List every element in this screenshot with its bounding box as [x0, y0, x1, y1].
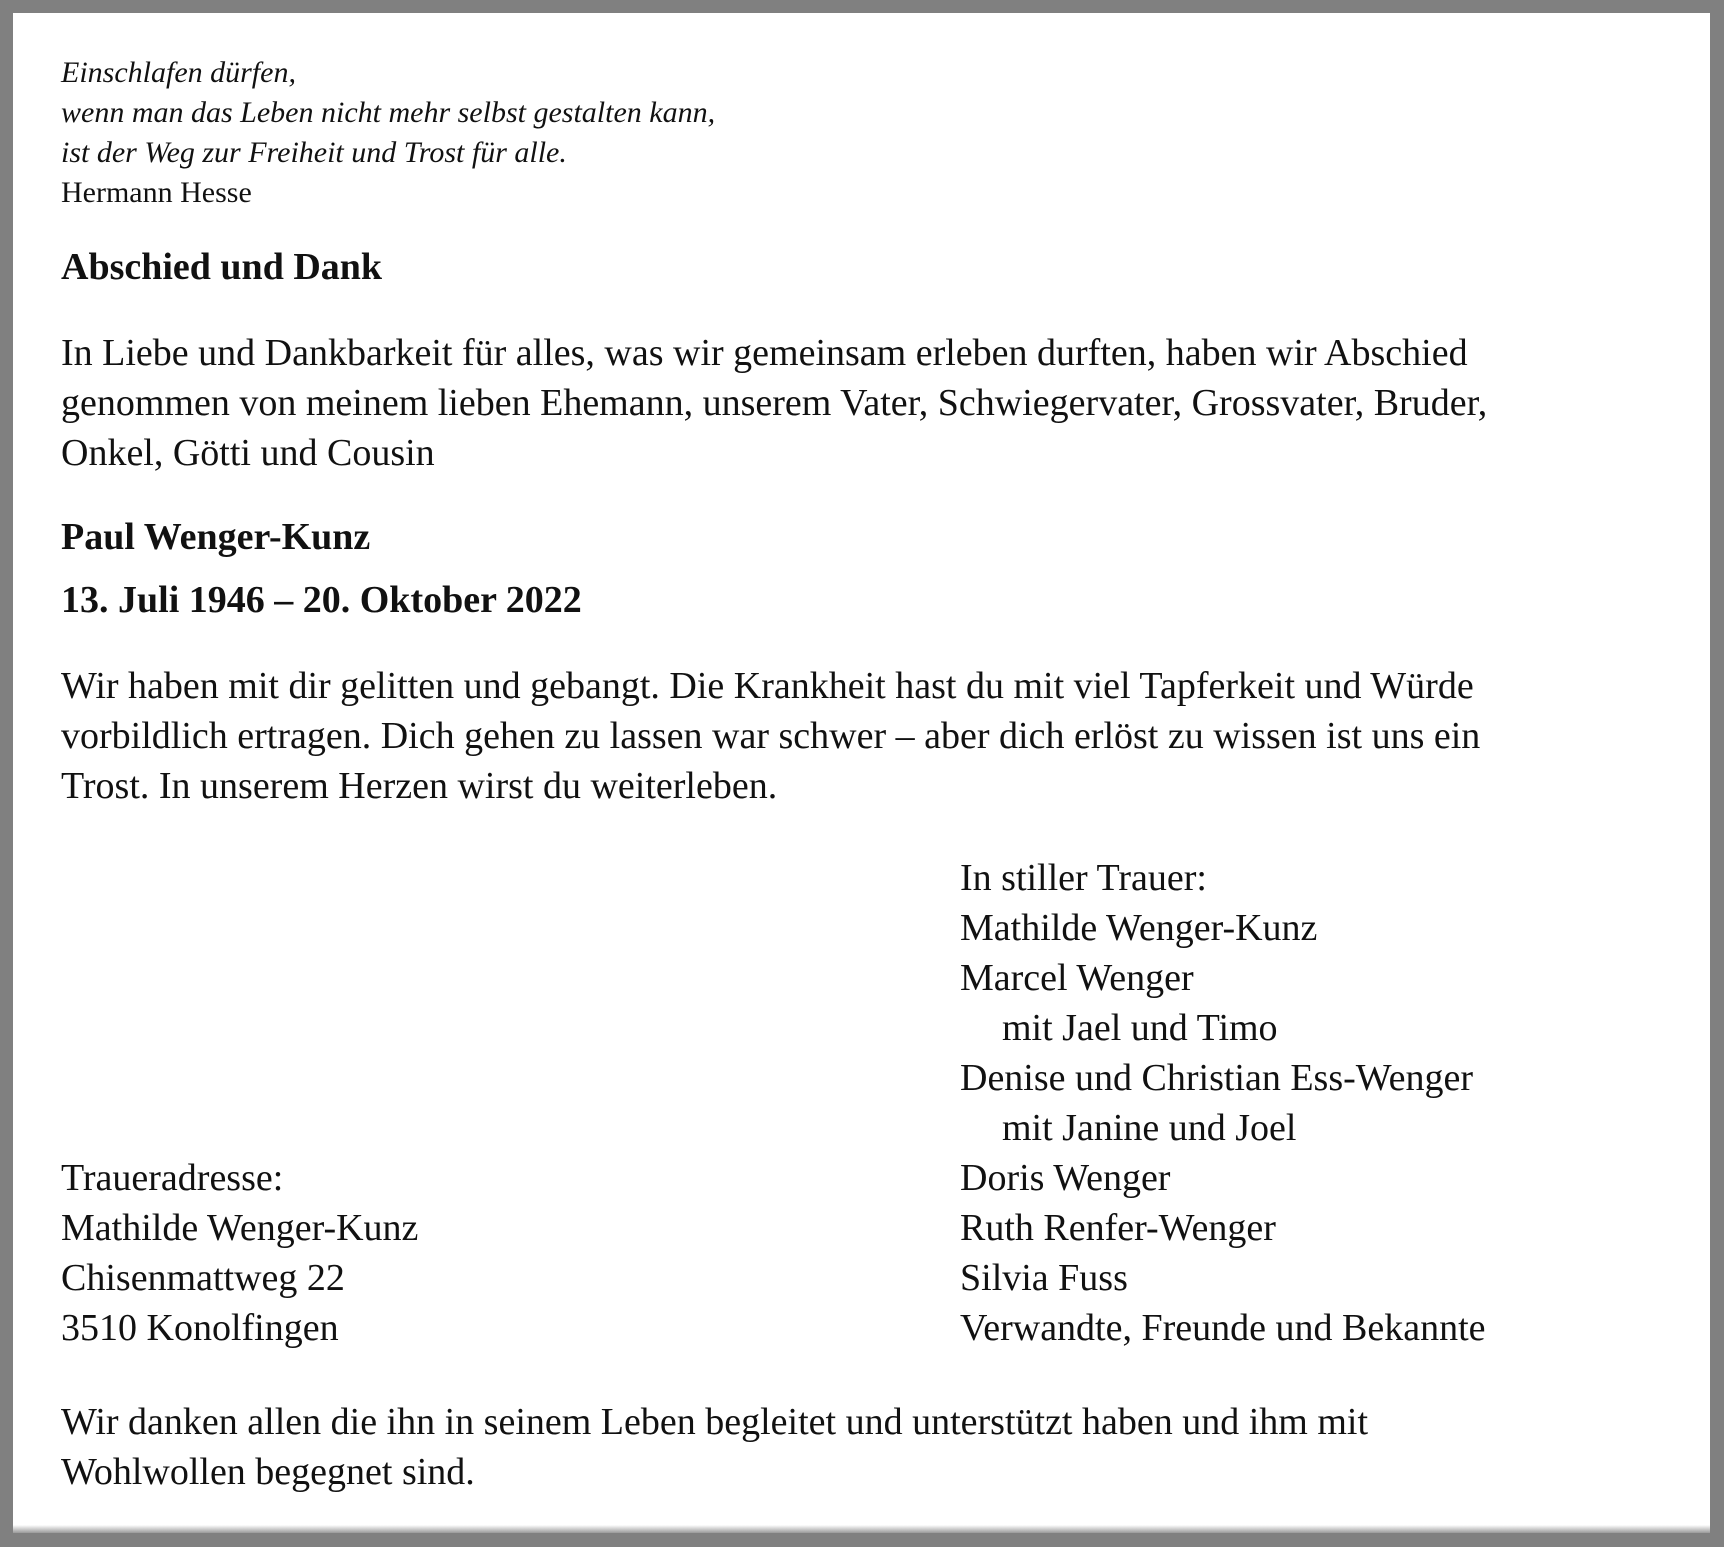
deceased-name: Paul Wenger-Kunz	[61, 516, 371, 558]
mourner-entry: Marcel Wenger	[960, 957, 1194, 999]
thanks-line: Wohlwollen begegnet sind.	[61, 1451, 475, 1493]
story-line: Wir haben mit dir gelitten und gebangt. Die Krankheit hast du mit viel Tapferkeit und Würde	[61, 665, 1474, 707]
motto-author: Hermann Hesse	[61, 176, 252, 209]
story-line: vorbildlich ertragen. Dich gehen zu lassen war schwer – aber dich erlöst zu wissen ist uns ein	[61, 715, 1481, 757]
motto-line: Einschlafen dürfen,	[61, 56, 296, 89]
obituary-notice	[13, 13, 1710, 1533]
motto-line: ist der Weg zur Freiheit und Trost für alle.	[61, 136, 567, 169]
life-dates: 13. Juli 1946 – 20. Oktober 2022	[61, 579, 582, 621]
intro-line: Onkel, Götti und Cousin	[61, 432, 435, 474]
mourner-entry: Silvia Fuss	[960, 1257, 1128, 1299]
mourning-address	[61, 1153, 418, 1353]
motto-quote	[61, 53, 715, 213]
address-label: Traueradresse:	[61, 1157, 284, 1199]
motto-line: wenn man das Leben nicht mehr selbst gestalten kann,	[61, 96, 716, 129]
mourners-list	[960, 853, 1486, 1353]
mourner-entry: Denise und Christian Ess-Wenger	[960, 1057, 1473, 1099]
intro-line: genommen von meinem lieben Ehemann, unserem Vater, Schwiegervater, Grossvater, Bruder,	[61, 382, 1488, 424]
mourner-entry: Ruth Renfer-Wenger	[960, 1207, 1276, 1249]
thanks-line: Wir danken allen die ihn in seinem Leben begleitet und unterstützt haben und ihm mit	[61, 1401, 1369, 1443]
address-city: 3510 Konolfingen	[61, 1307, 339, 1349]
notice-heading: Abschied und Dank	[61, 246, 383, 288]
intro-line: In Liebe und Dankbarkeit für alles, was wir gemeinsam erleben durften, haben wir Abschied	[61, 332, 1468, 374]
address-name: Mathilde Wenger-Kunz	[61, 1207, 419, 1249]
mourners-title: In stiller Trauer:	[960, 857, 1207, 899]
mourner-entry: Mathilde Wenger-Kunz	[960, 907, 1318, 949]
mourner-entry: mit Janine und Joel	[1002, 1107, 1297, 1149]
intro-paragraph	[61, 328, 1487, 478]
story-line: Trost. In unserem Herzen wirst du weiterleben.	[61, 765, 778, 807]
thanks-paragraph	[61, 1397, 1368, 1497]
story-paragraph	[61, 661, 1480, 811]
address-street: Chisenmattweg 22	[61, 1257, 345, 1299]
mourner-entry: Verwandte, Freunde und Bekannte	[960, 1307, 1486, 1349]
mourner-entry: Doris Wenger	[960, 1157, 1171, 1199]
mourner-entry: mit Jael und Timo	[1002, 1007, 1278, 1049]
